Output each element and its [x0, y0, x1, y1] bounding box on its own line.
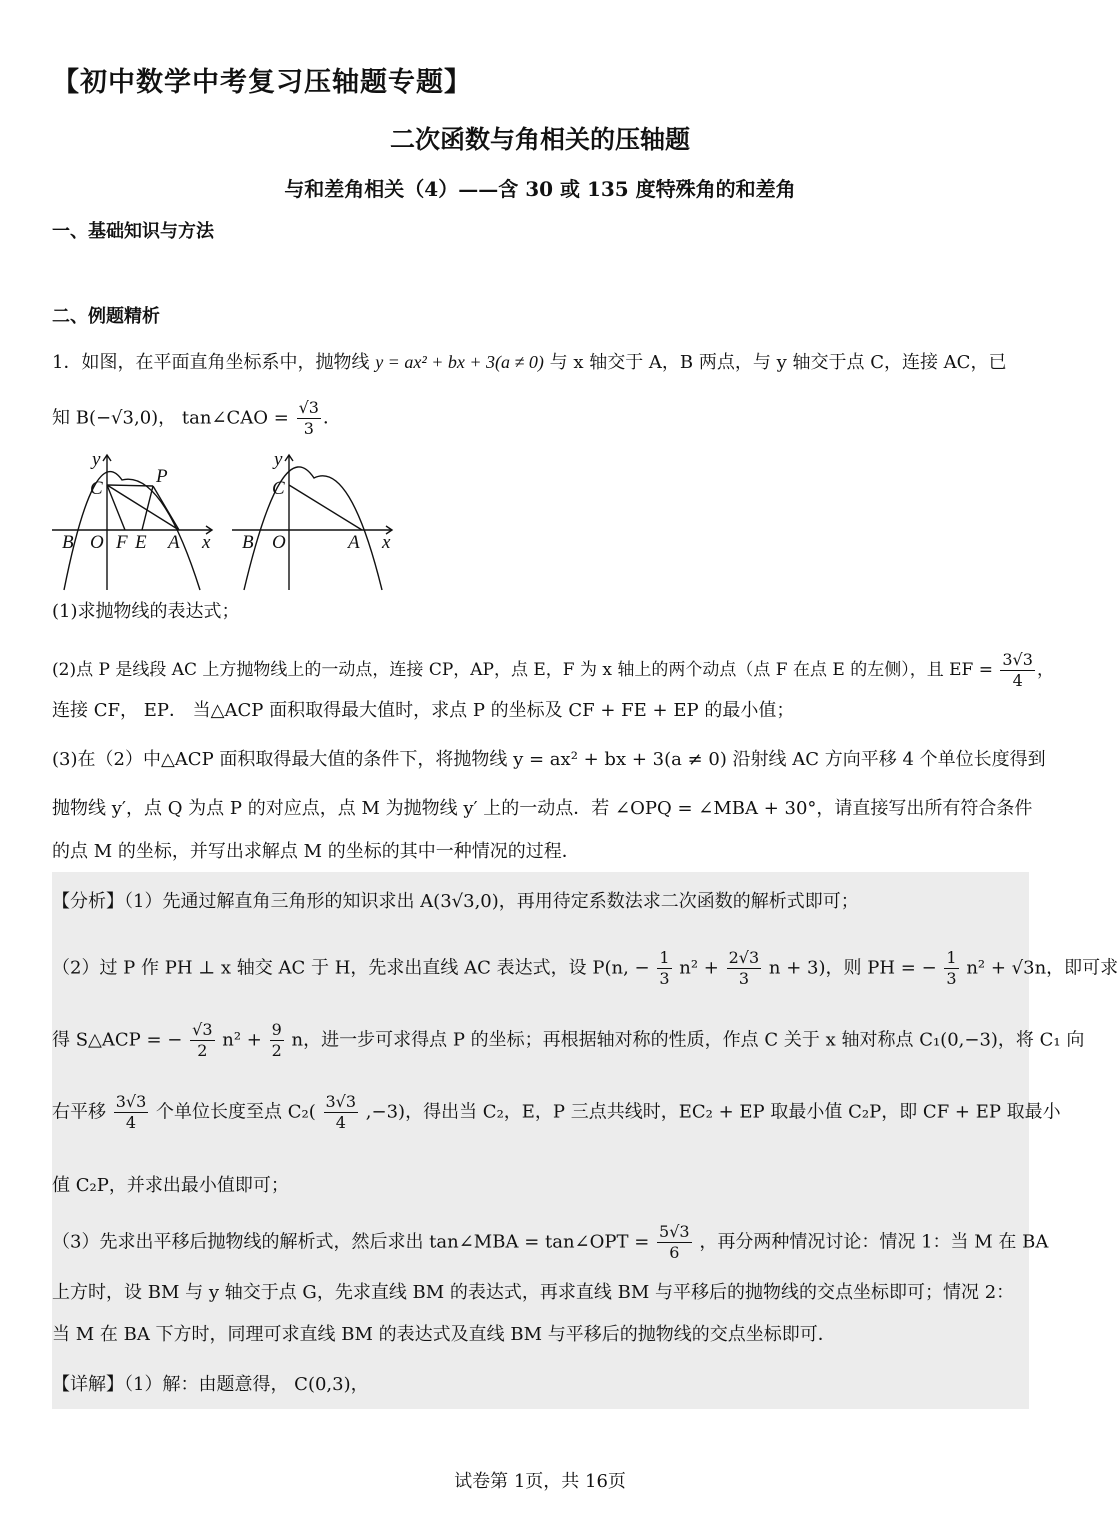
question-3b: 抛物线 y′，点 Q 为点 P 的对应点，点 M 为抛物线 y′ 上的一动点．若 ∠OPQ = ∠MBA + 30°，请直接写出所有符合条件 [52, 798, 1033, 819]
label-f-left: F [116, 532, 128, 553]
tan-denominator: 3 [303, 419, 314, 438]
analysis-l2-c: n + 3)，则 PH = − [768, 957, 937, 979]
analysis-l2-b: n² + [679, 957, 719, 979]
question-1: (1)求抛物线的表达式； [52, 601, 240, 622]
analysis-l6-a: （3）先求出平移后抛物线的解析式，然后求出 tan∠MBA = tan∠OPT = [52, 1231, 650, 1253]
frac-num: 2√3 [728, 948, 760, 967]
section-heading-examples: 二、例题精析 [52, 306, 160, 327]
series-title: 【初中数学中考复习压轴题专题】 [52, 67, 472, 98]
analysis-l3-frac1 [190, 1020, 214, 1061]
analysis-l4-b: 个单位长度至点 C₂( [156, 1101, 316, 1123]
frac-den: 2 [271, 1041, 282, 1060]
problem-given: 知 B(−√3,0)， tan∠CAO = $\frac{√3}{3}$ ． [52, 398, 341, 438]
frac-den: 4 [335, 1113, 346, 1132]
analysis-line-2 [52, 948, 1118, 989]
frac-den: 2 [197, 1041, 208, 1060]
analysis-line-4 [52, 1092, 1061, 1133]
analysis-l2-frac3 [944, 948, 958, 989]
analysis-l4-frac2 [324, 1092, 359, 1133]
segment-ca-right [289, 485, 362, 530]
analysis-l2-frac1 [657, 948, 671, 989]
analysis-l6-frac [657, 1222, 692, 1263]
segment-pa-left [153, 486, 179, 530]
figure-left-labels [62, 449, 211, 553]
tan-fraction [297, 398, 321, 439]
frac-den: 4 [125, 1113, 137, 1132]
analysis-line-6 [52, 1222, 1048, 1263]
label-b-right: B [242, 532, 254, 553]
analysis-line-1: 【分析】（1）先通过解直角三角形的知识求出 A(3√3,0)，再用待定系数法求二次函数的解析式即可； [52, 891, 859, 912]
problem-figures [52, 450, 412, 595]
figure-left [52, 455, 212, 590]
analysis-l3-frac2 [270, 1020, 284, 1061]
label-y-right: y [274, 449, 283, 470]
label-c-right: C [272, 478, 285, 499]
label-o-right: O [272, 532, 286, 553]
analysis-l3-a: 得 S△ACP = − [52, 1029, 183, 1051]
analysis-l2-frac2 [727, 948, 762, 989]
label-o-left: O [90, 532, 104, 553]
frac-num: √3 [192, 1020, 213, 1039]
section-heading-basics: 一、基础知识与方法 [52, 221, 214, 242]
frac-den: 3 [659, 969, 670, 988]
analysis-l2-a: （2）过 P 作 PH ⊥ x 轴交 AC 于 H，先求出直线 AC 表达式，设 P(n, − [52, 957, 650, 979]
page-title: 二次函数与角相关的压轴题 [389, 125, 690, 154]
frac-num: 9 [271, 1020, 282, 1039]
ef-fraction [1000, 650, 1035, 691]
analysis-line-9: 【详解】（1）解：由题意得， C(0,3)， [52, 1374, 369, 1395]
label-c-left: C [90, 478, 103, 499]
page-subtitle: 与和差角相关（4）——含 30 或 135 度特殊角的和差角 [284, 177, 796, 201]
frac-num: 3√3 [325, 1092, 357, 1111]
tan-numerator: √3 [298, 398, 319, 417]
ef-denominator: 4 [1012, 671, 1023, 690]
analysis-l3-c: n，进一步可求得点 P 的坐标；再根据轴对称的性质，作点 C 关于 x 轴对称点 C₁(0,−3)，将 C₁ 向 [291, 1029, 1085, 1051]
question-3c: 的点 M 的坐标，并写出求解点 M 的坐标的其中一种情况的过程． [52, 841, 580, 862]
label-p-left: P [156, 466, 168, 487]
frac-num: 1 [659, 948, 670, 967]
ef-numerator: 3√3 [1002, 650, 1033, 669]
analysis-l3-b: n² + [222, 1029, 262, 1051]
label-a-left: A [168, 532, 180, 553]
figure-right-labels [242, 449, 391, 553]
label-x-left: x [202, 532, 211, 553]
question-2a: (2)点 P 是线段 AC 上方抛物线上的一动点，连接 CP，AP，点 E，F 为 x 轴上的两个动点（点 F 在点 E 的左侧），且 EF = $\frac{3√3}{4}$ ， [52, 650, 1054, 690]
analysis-l4-c: ,−3)，得出当 C₂，E，P 三点共线时，EC₂ + EP 取最小值 C₂P，即 CF + EP 取最小 [365, 1101, 1061, 1123]
analysis-line-3 [52, 1020, 1084, 1061]
frac-num: 1 [946, 948, 957, 967]
analysis-l4-frac1 [114, 1092, 149, 1133]
parabola-left [64, 472, 200, 590]
problem-intro-c: 知 B(−√3,0)， tan∠CAO = [52, 407, 289, 429]
question-2a-text: (2)点 P 是线段 AC 上方抛物线上的一动点，连接 CP，AP，点 E，F 为 x 轴上的两个动点（点 F 在点 E 的左侧），且 EF = [52, 660, 993, 680]
analysis-l2-d: n² + √3n，即可求 [966, 957, 1118, 979]
question-3a: (3)在（2）中△ACP 面积取得最大值的条件下，将抛物线 y = ax² + bx + 3(a ≠ 0) 沿射线 AC 方向平移 4 个单位长度得到 [52, 749, 1046, 770]
analysis-line-5: 值 C₂P，并求出最小值即可； [52, 1175, 289, 1196]
frac-den: 3 [738, 969, 749, 988]
analysis-l4-a: 右平移 [52, 1101, 106, 1123]
frac-den: 6 [669, 1243, 680, 1262]
segment-cf-left [107, 485, 125, 530]
label-x-right: x [382, 532, 391, 553]
segment-cp-left [107, 485, 153, 486]
analysis-line-7: 上方时，设 BM 与 y 轴交于点 G，先求直线 BM 的表达式，再求直线 BM 与平移后的抛物线的交点坐标即可；情况 2： [52, 1282, 1015, 1303]
label-e-left: E [135, 532, 147, 553]
frac-den: 3 [946, 969, 957, 988]
analysis-l6-b: ，再分两种情况讨论：情况 1：当 M 在 BA [699, 1231, 1049, 1253]
parabola-right [244, 467, 382, 590]
figure-right [232, 455, 392, 590]
label-a-right: A [348, 532, 360, 553]
parabola-equation: y = ax² + bx + 3(a ≠ 0) [375, 352, 544, 372]
problem-intro-a: 1．如图，在平面直角坐标系中，抛物线 [52, 352, 370, 373]
analysis-line-8: 当 M 在 BA 下方时，同理可求直线 BM 的表达式及直线 BM 与平移后的抛物线的交点坐标即可． [52, 1324, 836, 1345]
frac-num: 5√3 [659, 1222, 690, 1241]
problem-intro-b: 与 x 轴交于 A，B 两点，与 y 轴交于点 C，连接 AC，已 [549, 352, 1007, 373]
label-y-left: y [92, 449, 101, 470]
label-b-left: B [62, 532, 74, 553]
page-footer: 试卷第 1页，共 16页 [454, 1471, 626, 1492]
problem-intro [52, 348, 1028, 377]
question-2b: 连接 CF， EP． 当△ACP 面积取得最大值时，求点 P 的坐标及 CF + FE + EP 的最小值； [52, 700, 795, 721]
frac-num: 3√3 [115, 1092, 147, 1111]
